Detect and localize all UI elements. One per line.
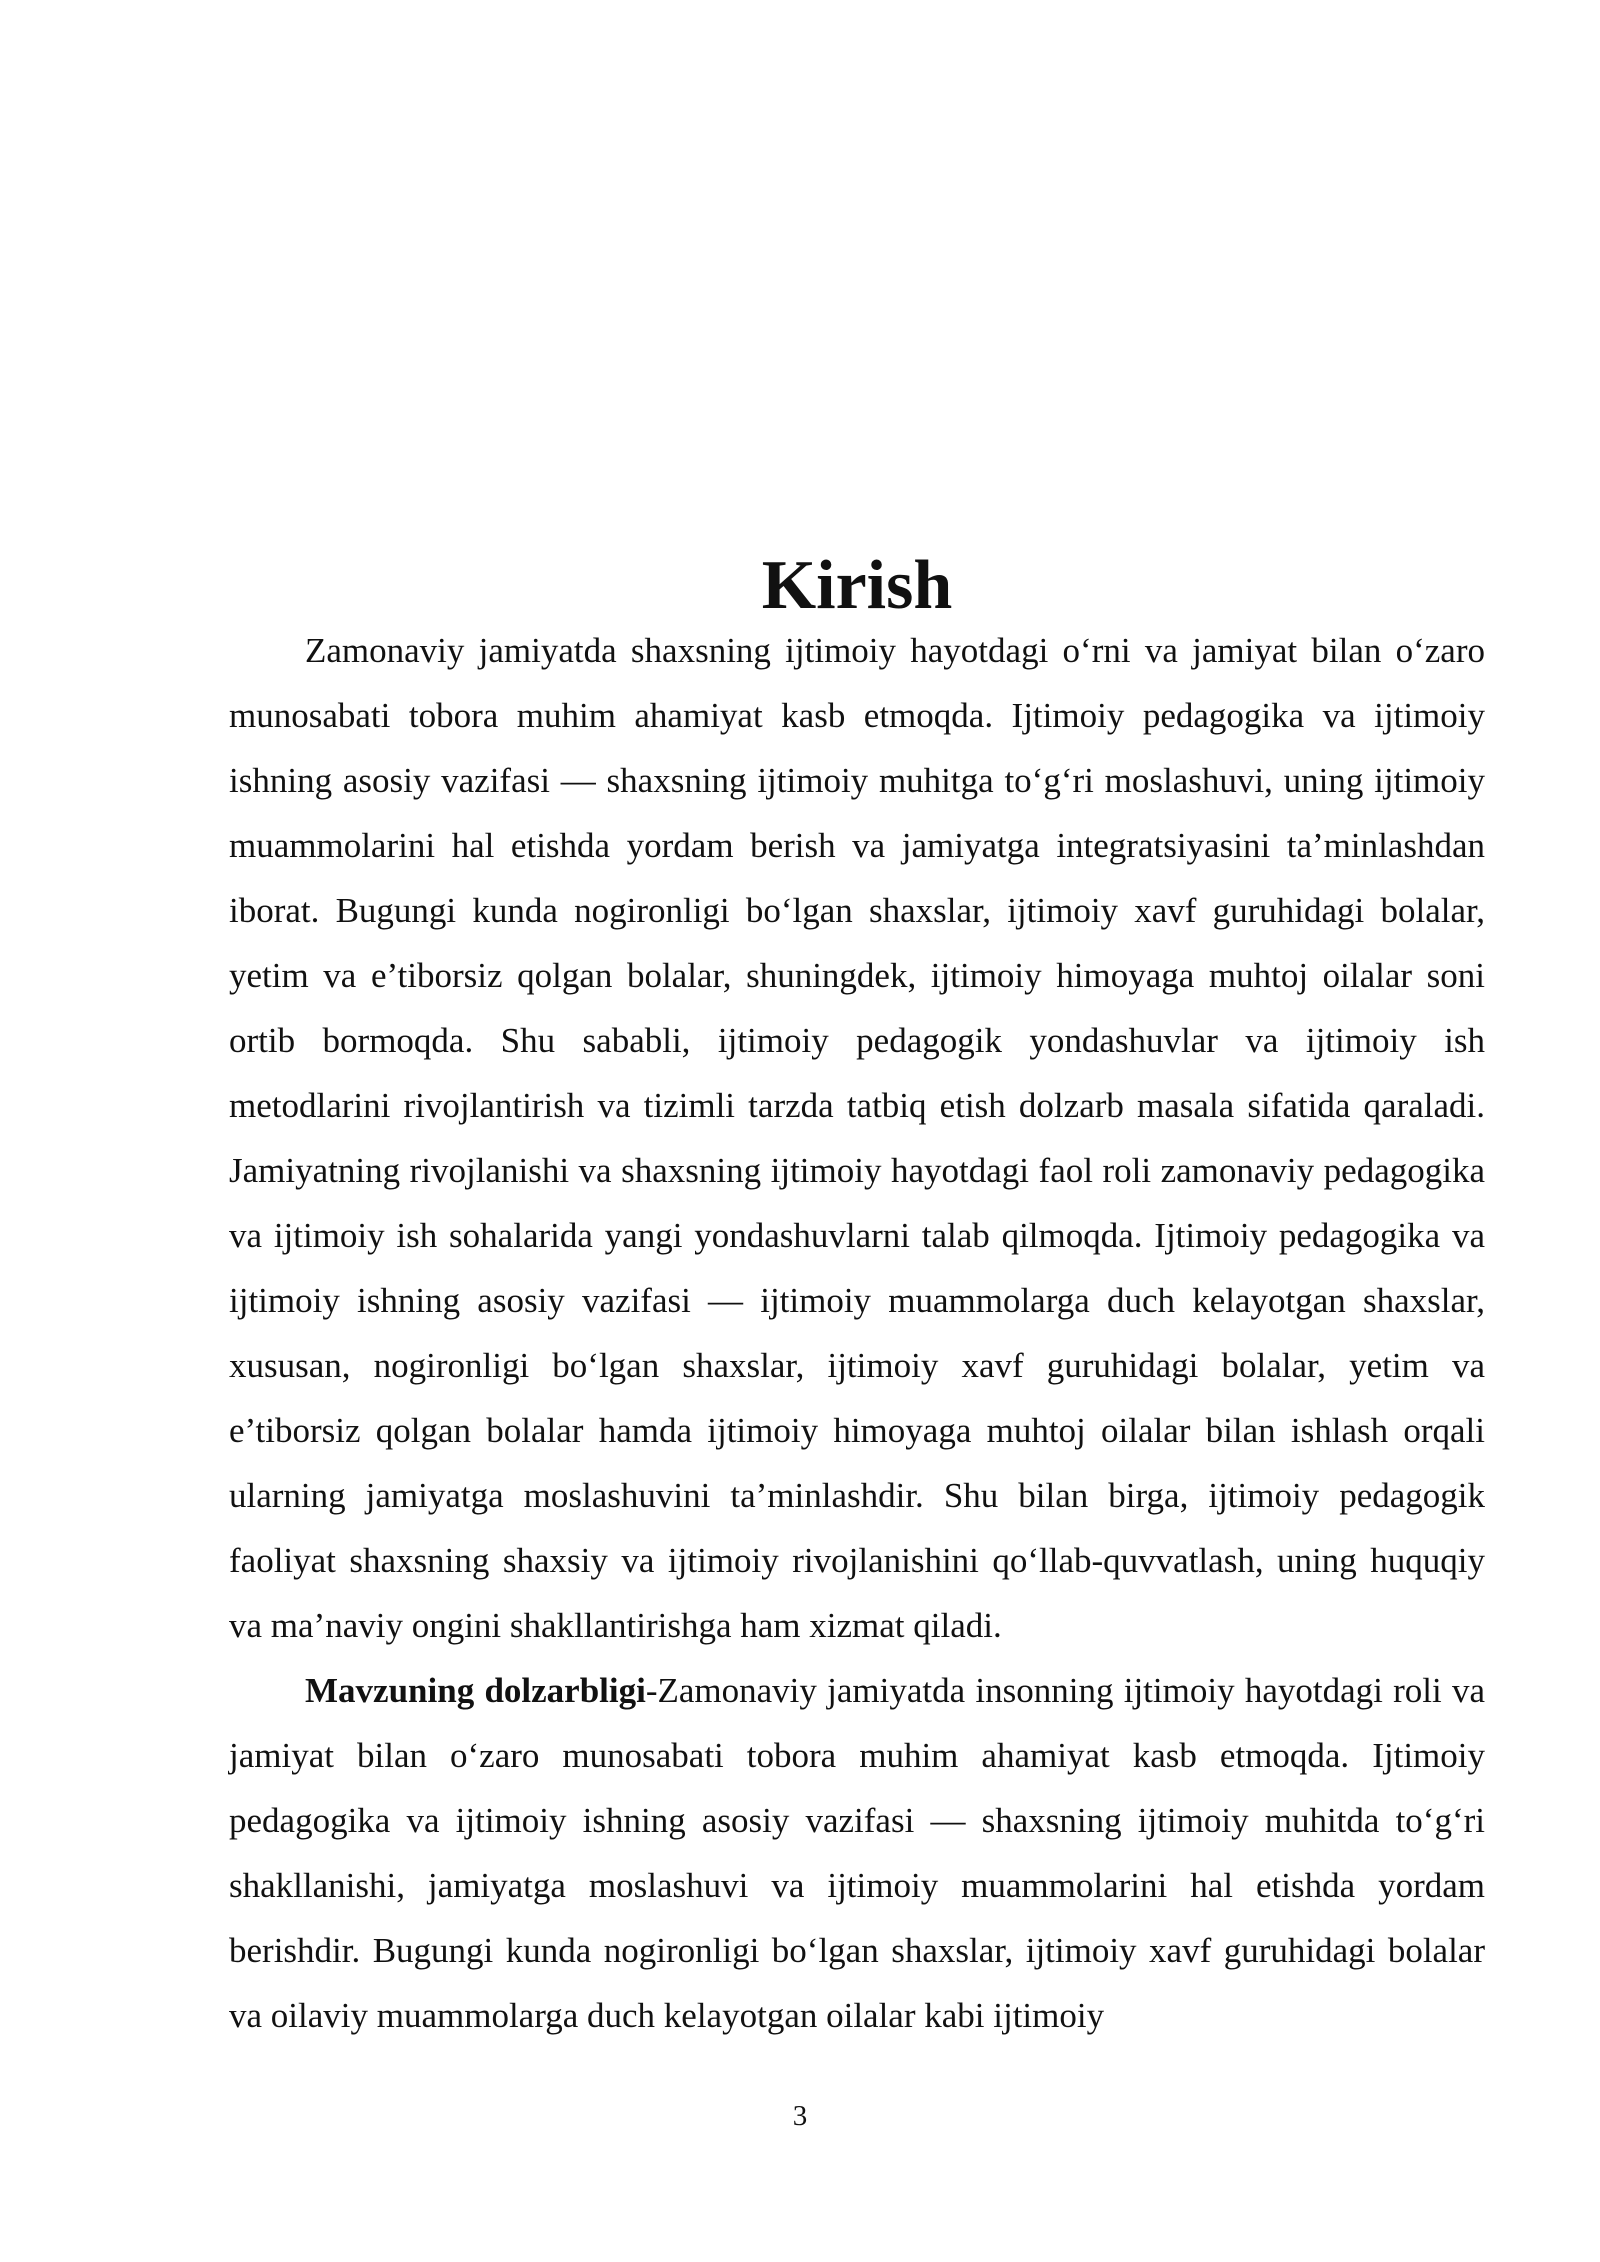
- relevance-heading: Mavzuning dolzarbligi: [305, 1671, 646, 1710]
- intro-paragraph: Zamonaviy jamiyatda shaxsning ijtimoiy hayotdagi o‘rni va jamiyat bilan o‘zaro munosabati tobora muhim ahamiyat kasb etmoqda. Ijtimoiy pedagogika va ijtimoiy ishning asosiy vazifasi — shaxsning ijtimoiy muhitga to‘g‘ri moslashuvi, uning ijtimoiy muammolarini hal etishda yordam berish va jamiyatga integratsiyasini ta’minlashdan iborat. Bugungi kunda nogironligi bo‘lgan shaxslar, ijtimoiy xavf guruhidagi bolalar, yetim va e’tiborsiz qolgan bolalar, shuningdek, ijtimoiy himoyaga muhtoj oilalar soni ortib bormoqda. Shu sababli, ijtimoiy pedagogik yondashuvlar va ijtimoiy ish metodlarini rivojlantirish va tizimli tarzda tatbiq etish dolzarb masala sifatida qaraladi. Jamiyatning rivojlanishi va shaxsning ijtimoiy hayotdagi faol roli zamonaviy pedagogika va ijtimoiy ish sohalarida yangi yondashuvlarni talab qilmoqda. Ijtimoiy pedagogika va ijtimoiy ishning asosiy vazifasi — ijtimoiy muammolarga duch kelayotgan shaxslar, xususan, nogironligi bo‘lgan shaxslar, ijtimoiy xavf guruhidagi bolalar, yetim va e’tiborsiz qolgan bolalar hamda ijtimoiy himoyaga muhtoj oilalar bilan ishlash orqali ularning jamiyatga moslashuvini ta’minlashdir. Shu bilan birga, ijtimoiy pedagogik faoliyat shaxsning shaxsiy va ijtimoiy rivojlanishini qo‘llab-quvvatlash, uning huquqiy va ma’naviy ongini shakllantirishga ham xizmat qiladi.: [229, 631, 1485, 1645]
- relevance-text: -Zamonaviy jamiyatda insonning ijtimoiy hayotdagi roli va jamiyat bilan o‘zaro munosabati tobora muhim ahamiyat kasb etmoqda. Ijtimoiy pedagogika va ijtimoiy ishning asosiy vazifasi — shaxsning ijtimoiy muhitda to‘g‘ri shakllanishi, jamiyatga moslashuvi va ijtimoiy muammolarini hal etishda yordam berishdir. Bugungi kunda nogironligi bo‘lgan shaxslar, ijtimoiy xavf guruhidagi bolalar va oilaviy muammolarga duch kelayotgan oilalar kabi ijtimoiy: [229, 1671, 1485, 2035]
- relevance-paragraph: [229, 1658, 1485, 2048]
- section-title: Kirish: [761, 547, 953, 624]
- page-number: 3: [792, 2100, 808, 2132]
- page-body: [229, 547, 1485, 2048]
